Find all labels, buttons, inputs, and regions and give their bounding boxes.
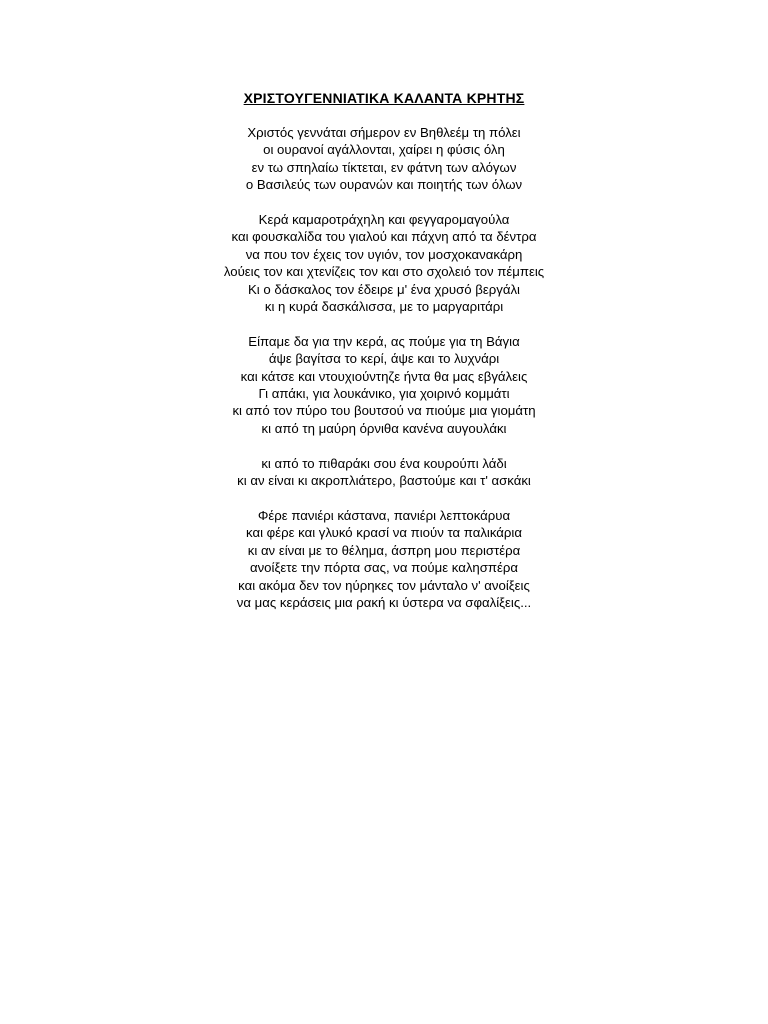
poem-line: και ακόμα δεν τον ηύρηκες τον μάνταλο ν' ανοίξεις: [238, 577, 530, 593]
stanza-3: [0, 333, 768, 437]
poem-line: κι αν είναι κι ακροπλιάτερο, βαστούμε και τ' ασκάκι: [237, 473, 531, 489]
stanza-5: [0, 507, 768, 611]
poem-line: να μας κεράσεις μια ρακή κι ύστερα να σφαλίξεις...: [236, 594, 532, 610]
poem-line: Κερά καμαροτράχηλη και φεγγαρομαγούλα: [258, 212, 510, 228]
poem-line: Φέρε πανιέρι κάστανα, πανιέρι λεπτοκάρυα: [257, 507, 511, 523]
poem-line: κι από τον πύρο του βουτσού να πιούμε μια γιομάτη: [232, 403, 536, 419]
stanza-1: [0, 124, 768, 194]
poem-body: [0, 124, 768, 629]
poem-line: άψε βαγίτσα το κερί, άψε και το λυχνάρι: [268, 351, 500, 367]
poem-line: Είπαμε δα για την κερά, ας πούμε για τη Βάγια: [248, 333, 520, 349]
poem-line: οι ουρανοί αγάλλονται, χαίρει η φύσις όλη: [263, 142, 505, 158]
poem-line: να που τον έχεις τον υγιόν, τον μοσχοκανακάρη: [245, 246, 523, 262]
poem-line: εν τω σπηλαίω τίκτεται, εν φάτνη των αλόγων: [251, 159, 517, 175]
poem-line: Κι ο δάσκαλος τον έδειρε μ' ένα χρυσό βεργάλι: [247, 281, 520, 297]
poem-line: κι από το πιθαράκι σου ένα κουρούπι λάδι: [261, 455, 507, 471]
stanza-2: [0, 211, 768, 315]
poem-line: λούεις τον και χτενίζεις τον και στο σχολειό τον πέμπεις: [223, 264, 545, 280]
poem-line: και φουσκαλίδα του γιαλού και πάχνη από τα δέντρα: [231, 229, 537, 245]
poem-line: και κάτσε και ντουχιούντηζε ήντα θα μας εβγάλεις: [240, 368, 528, 384]
document-title: ΧΡΙΣΤΟΥΓΕΝΝΙΑΤΙΚΑ ΚΑΛΑΝΤΑ ΚΡΗΤΗΣ: [243, 90, 525, 106]
poem-line: και φέρε και γλυκό κρασί να πιούν τα παλικάρια: [246, 525, 522, 541]
poem-line: Γι απάκι, για λουκάνικο, για χοιρινό κομμάτι: [258, 386, 510, 402]
poem-line: ο Βασιλεύς των ουρανών και ποιητής των όλων: [245, 177, 523, 193]
poem-line: κι η κυρά δασκάλισσα, με το μαργαριτάρι: [264, 299, 504, 315]
poem-line: κι από τη μαύρη όρνιθα κανένα αυγουλάκι: [261, 420, 507, 436]
poem-line: Χριστός γεννάται σήμερον εν Βηθλεέμ τη πόλει: [247, 125, 521, 140]
poem-line: ανοίξετε την πόρτα σας, να πούμε καλησπέρα: [249, 560, 519, 576]
stanza-4: [0, 455, 768, 490]
poem-line: κι αν είναι με το θέλημα, άσπρη μου περιστέρα: [247, 542, 521, 558]
